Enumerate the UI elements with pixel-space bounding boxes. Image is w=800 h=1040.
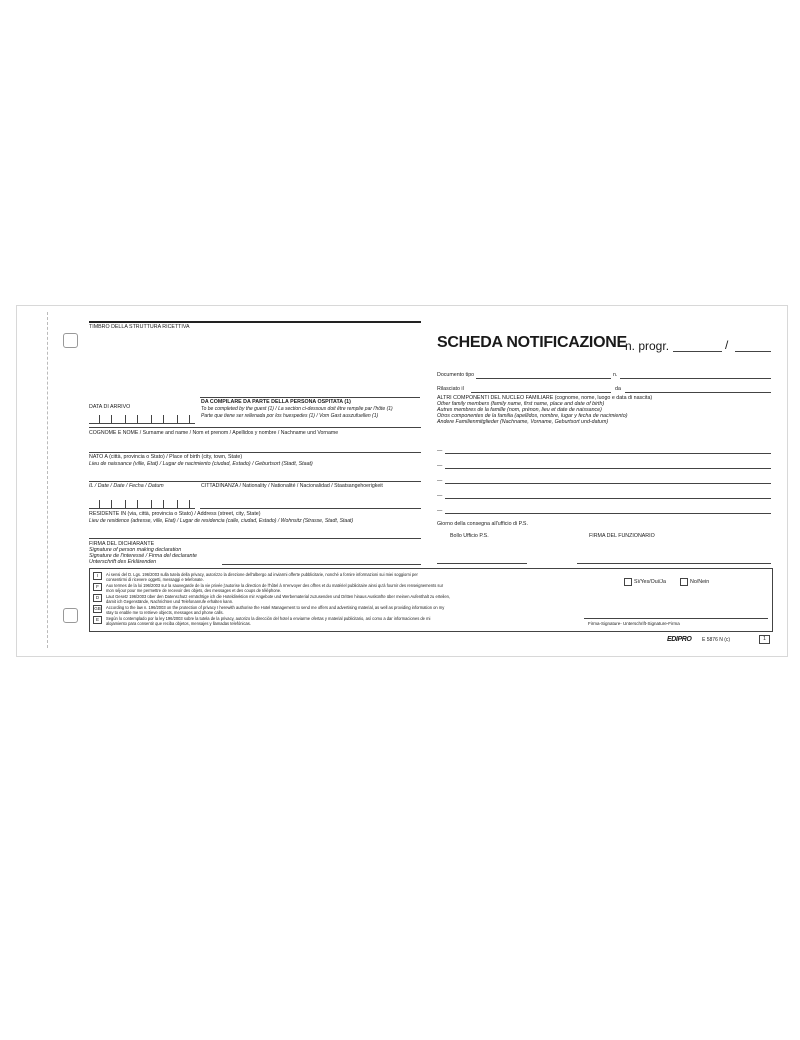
family-members-en: Other family members (family name, first name, place and date of birth) (437, 401, 605, 407)
declarant-signature-fr-es: Signature de l'interessé / Firma del declarante (89, 553, 197, 559)
binding-hole-top (63, 333, 78, 348)
citizenship-label: CITTADINANZA / Nationality / Nationalité / Nacionalidad / Staatsangehoerigkeit (201, 483, 383, 489)
progressive-year-field[interactable] (735, 351, 771, 352)
birthplace-label-translations: Lieu de naissance (ville, Etat) / Lugar de nacimiento (ciudad, Estado) / Geburtsort (Stadt, Staat) (89, 461, 313, 467)
family-members-es: Otros componentes de la familia (apellidos, nombre, lugar y fecha de nacimiento) (437, 413, 628, 419)
progressive-number-label: n. progr. (625, 339, 670, 353)
document-issued-by-field[interactable] (625, 392, 771, 393)
lang-badge-de: D (93, 594, 102, 602)
citizenship-field[interactable] (200, 508, 421, 509)
guest-instructions-it: DA COMPILARE DA PARTE DELLA PERSONA OSPITATA (1) (201, 399, 351, 405)
office-stamp-label: Bollo Ufficio P.S. (450, 533, 489, 539)
document-number-label: n. (613, 372, 618, 378)
privacy-text-line: Laut Gesetz 196/2003 über den Datenschutz ermächtige ich die Hoteldirektion mir Angebote und Werbematerial zuzusenden und Dritten hinaus Auskünfte über meinen Aufenthalt zu erteilen, (106, 594, 451, 599)
privacy-text-line: Según lo contemplado por la ley 196/2003 sobre la tutela de la privacy, autorizo la dirección del hotel a enviarme ofertas y material publicitario, así como a dar informaciones de mi (106, 616, 431, 621)
document-type-label: Documento tipo (437, 372, 475, 378)
lang-badge-fr: F (93, 583, 102, 591)
document-issued-label: Rilasciato il (437, 386, 464, 392)
document-type-field[interactable] (476, 378, 611, 379)
birth-date-boxes[interactable] (89, 498, 195, 509)
name-label: COGNOME E NOME / Surname and name / Nom et prenom / Apellidos y nombre / Nachname und Vorname (89, 430, 339, 436)
birthplace-field[interactable] (89, 481, 421, 482)
stamp-label: TIMBRO DELLA STRUTTURA RICETTIVA (89, 324, 190, 330)
residence-field[interactable] (89, 538, 421, 539)
office-stamp-field[interactable] (437, 563, 527, 564)
birth-date-label: IL / Date / Date / Fecha / Datum (89, 483, 164, 489)
consent-signature-field[interactable] (584, 618, 768, 619)
arrival-date-boxes[interactable] (89, 411, 195, 424)
lang-badge-gb: GB (94, 606, 101, 611)
consent-signature-label: Firma-Signature- Unterschrift-Signature-Firma (588, 621, 680, 626)
privacy-text-line: Ai sensi del D. Lgs. 196/2003 sulla tutela della privacy, autorizzo la direzione dell'albergo ad inviarmi offerte pubblicitarie, nonché a fornire informazioni sui miei soggiorni per (106, 572, 418, 577)
guest-instructions-es-de: Parte que tiene ser rellenada por los huespedes (1) / Vom Gast auszufuellen (1) (201, 413, 379, 419)
privacy-text-line: Aux termes de la loi 196/2003 sur la sauvegarde de la vie privée j'autorise la direction de l'hôtel à m'envoyer des offres et du matériel publicitaire ainsi qu'à fournir des renseignements sur (106, 583, 444, 588)
officer-signature-label: FIRMA DEL FUNZIONARIO (589, 533, 655, 539)
privacy-text-line: mon séjour pour me permettre de recevoir des objets, des messages et des coups de téléphone. (106, 588, 282, 593)
privacy-text-line: consentirmi di ricevere oggetti, messaggi e telefonate. (106, 577, 204, 582)
consent-yes-checkbox[interactable] (624, 578, 632, 586)
residence-label-translations: Lieu de residence (adresse, ville, Etat) / Lugar de residencia (calle, ciudad, Estado) / Wohnsitz (Strasse, Stadt, Staat) (89, 518, 354, 524)
page-number-box: 1 (759, 635, 770, 644)
consent-no-checkbox[interactable] (680, 578, 688, 586)
declarant-signature-field[interactable] (222, 564, 421, 565)
declarant-signature-de: Unterschrift des Erklärenden (89, 559, 157, 565)
form-code: E 5876 N (c) (702, 637, 731, 643)
officer-signature-field[interactable] (577, 563, 771, 564)
declarant-signature-en: Signature of person making declaration (89, 547, 182, 553)
document-number-field[interactable] (620, 378, 771, 379)
family-members-label: ALTRI COMPONENTI DEL NUCLEO FAMILIARE (cognome, nome, luogo e data di nascita) (437, 395, 653, 401)
declarant-signature-label: FIRMA DEL DICHIARANTE (89, 541, 155, 547)
name-field[interactable] (89, 452, 421, 453)
privacy-text-line: According to the law n. 196/2003 on the protection of privacy I herewith authorise the Hotel Management to send me offers and advertising material, as well as providing information on my (106, 605, 445, 610)
progressive-separator: / (725, 338, 729, 352)
notification-form-sheet: TIMBRO DELLA STRUTTURA RICETTIVA DATA DI ARRIVO DA COMPILARE DA PARTE DELLA PERSONA OSPITATA (1) To be completed by the guest (1) / La section ci-dessous doit être remplie par l'hôte (1) Parte que tiene ser rellenada por los huespedes (1) / Vom Gast auszufuellen (1) COGNOME E NOME / Surname and name / Nom et prenom / Apellidos y nombre / Nachname und Vorname NATO A (città, provincia o Stato) / Place of birth (city, town, State) Lieu de naissance (ville, Etat) / Lugar de nacimiento (ciudad, Estado) / Geburtsort (Stadt, Staat) IL / Date / Date / Fecha / Datum CITTADINANZA / Nationality / Nationalité / Nacionalidad / Staatsangehoerigkeit RESIDENTE IN (via, città, provincia o Stato) / Address (street, city, State) Lieu de residence (adresse, ville, Etat) / Lugar de residencia (calle, ciudad, Estado) / Wohnsitz (Strasse, Stadt, Staat) FIRMA DEL DICHIARANTE Signature of person making declaration Signature de l'interessé / Firma del declarante Unterschrift des Erklärenden SCHEDA NOTIFICAZIONE n. progr. / Documento tipo n. Rilasciato il da ALTRI COMPONENTI DEL NUCLEO FAMILIARE (cognome, nome, luogo e data di nascita) Other family members (family name, first name, place and date of birth) Autres membres de la famille (nom, prénon, lieu et date de naissance) Otros componentes de la familia (apellidos, nombre, lugar y fecha de nacimiento) Andere Familienmitglieder (Nachname, Vorname, Geburtsort und-datum) — — — — — Giorno della consegna all'ufficio di P.S. Bollo Ufficio P.S. FIRMA DEL FUNZIONARIO I F D GB E Ai sensi del D. Lgs. 196/2003 sulla tutela della privacy, autorizzo la direzione dell'albergo ad inviarmi offerte pubblicitarie, nonché a fornire informazioni sui miei soggiorni per consentirmi di ricevere oggetti, messaggi e telefonate. Aux termes de la loi 196/2003 sur la sauvegarde de la vie privée j'autorise la direction de l'hôtel à m'envoyer des offres et du matériel publicitaire ainsi qu'à fournir des renseignements sur mon séjour pour me permettre de recevoir des objets, des messages et des coups de téléphone. Laut Gesetz 196/2003 über den Datenschutz ermächtige ich die Hoteldirektion mir Angebote und Werbematerial zuzusenden und Dritten hinaus Auskünfte über meinen Aufenthalt zu erteilen, damit ich Gegenstände, Nachrichten und Telefonanrufe erhalten kann. According to the law n. 196/2003 on the protection of privacy I herewith authorise the Hotel Management to send me offers and advertising material, as well as providing information on my stay to enable me to retrieve objects, messages and phone calls. Según lo contemplado por la ley 196/2003 sobre la tutela de la privacy, autorizo la dirección del hotel a enviarme ofertas y material publicitario, así como a dar informaciones de mi alojamiento para consentir que reciba objetos, mensajes y llamadas telefónicas. Sì/Yes/Oui/Ja No/Nein Firma-Signature- Unterschrift-Signature-Firma EDIPRO E 5876 N (c) 1 (16, 305, 788, 657)
binding-hole-bottom (63, 608, 78, 623)
consent-no-label: No/Nein (690, 579, 710, 585)
privacy-consent-box (89, 568, 773, 632)
family-members-de: Andere Familienmitglieder (Nachname, Vorname, Geburtsort und-datum) (437, 419, 609, 425)
privacy-text-line: alojamiento para consentir que reciba objetos, mensajes y llamadas telefónicas. (106, 621, 251, 626)
lang-badge-es: E (93, 616, 102, 624)
form-title: SCHEDA NOTIFICAZIONE (437, 334, 627, 351)
brand-logo: EDIPRO (667, 636, 692, 643)
progressive-number-field[interactable] (673, 351, 722, 352)
perforation-line (47, 312, 48, 648)
guest-instructions-en-fr: To be completed by the guest (1) / La section ci-dessous doit être remplie par l'hôte (1) (201, 406, 393, 412)
privacy-text-line: damit ich Gegenstände, Nachrichten und Telefonanrufe erhalten kann. (106, 599, 234, 604)
family-members-fr: Autres membres de la famille (nom, prénon, lieu et date de naissance) (437, 407, 602, 413)
stamp-top-rule (89, 321, 421, 323)
residence-label: RESIDENTE IN (via, città, provincia o Stato) / Address (street, city, State) (89, 511, 261, 517)
lang-badge-it: I (93, 572, 102, 580)
delivery-date-label: Giorno della consegna all'ufficio di P.S. (437, 521, 528, 527)
birthplace-label: NATO A (città, provincia o Stato) / Place of birth (city, town, State) (89, 454, 243, 460)
privacy-text-line: stay to enable me to retrieve objects, messages and phone calls. (106, 610, 224, 615)
consent-yes-label: Sì/Yes/Oui/Ja (634, 579, 666, 585)
arrival-date-label: DATA DI ARRIVO (89, 404, 131, 410)
document-issued-by-label: da (615, 386, 621, 392)
document-issued-field[interactable] (471, 392, 611, 393)
